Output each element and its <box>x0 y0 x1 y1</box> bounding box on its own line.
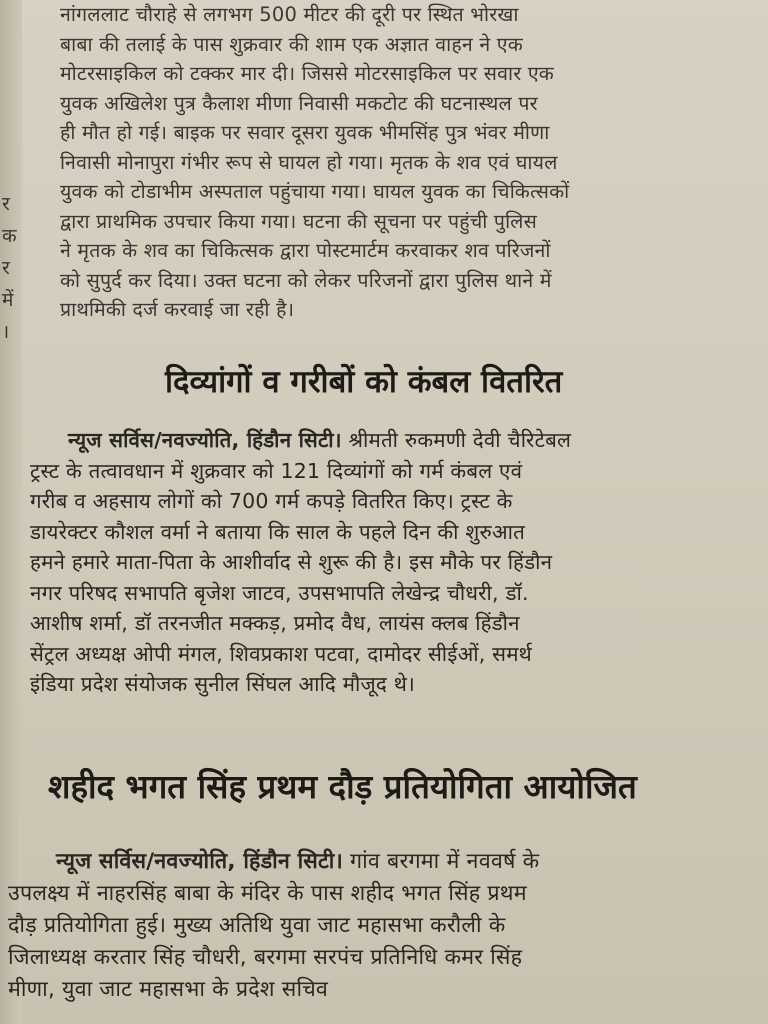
article-line: युवक अखिलेश पुत्र कैलाश मीणा निवासी मकटोट की घटनास्थल पर <box>60 91 538 115</box>
article-line: निवासी मोनापुरा गंभीर रूप से घायल हो गया। मृतक के शव एवं घायल <box>60 150 558 174</box>
race-article-body <box>8 846 753 1006</box>
accident-article-body <box>60 0 710 325</box>
article-line: नगर परिषद सभापति बृजेश जाटव, उपसभापति लेखेन्द्र चौधरी, डॉ. <box>30 580 529 605</box>
article-line: गरीब व अहसाय लोगों को 700 गर्म कपड़े वितरित किए। ट्रस्ट के <box>30 489 513 513</box>
margin-glyph: र <box>2 193 10 215</box>
article-text: गांव बरगमा में नववर्ष के <box>342 849 540 874</box>
race-headline: शहीद भगत सिंह प्रथम दौड़ प्रतियोगिता आयोजित <box>48 767 637 806</box>
article-line: ही मौत हो गई। बाइक पर सवार दूसरा युवक भीमसिंह पुत्र भंवर मीणा <box>60 121 550 144</box>
article-line: बाबा की तलाई के पास शुक्रवार की शाम एक अज्ञात वाहन ने एक <box>60 32 523 56</box>
article-line: इंडिया प्रदेश संयोजक सुनील सिंघल आदि मौजूद थे। <box>30 672 415 696</box>
article-line <box>8 846 753 878</box>
article-line: मोटरसाइकिल को टक्कर मार दी। जिससे मोटरसाइकिल पर सवार एक <box>60 62 554 85</box>
article-line: डायरेक्टर कौशल वर्मा ने बताया कि साल के पहले दिन की शुरुआत <box>30 519 526 544</box>
article-line: युवक को टोडाभीम अस्पताल पहुंचाया गया। घायल युवक का चिकित्सकों <box>60 180 570 203</box>
article-line: हमने हमारे माता-पिता के आशीर्वाद से शुरू की है। इस मौके पर हिंडौन <box>30 550 553 574</box>
article-line: उपलक्ष्य में नाहरसिंह बाबा के मंदिर के पास शहीद भगत सिंह प्रथम <box>8 881 527 906</box>
article-line <box>30 425 745 456</box>
article-line: दौड़ प्रतियोगिता हुई। मुख्य अतिथि युवा जाट महासभा करौली के <box>8 913 506 938</box>
article-line: आशीष शर्मा, डॉ तरनजीत मक्कड़, प्रमोद वैध, लायंस क्लब हिंडौन <box>30 611 520 635</box>
margin-glyph: । <box>2 321 10 343</box>
article-line: प्राथमिकी दर्ज करवाई जा रही है। <box>60 298 295 321</box>
article-text: श्रीमती रुकमणी देवी चैरिटेबल <box>341 428 572 452</box>
byline: न्यूज सर्विस/नवज्योति, हिंडौन सिटी। <box>56 849 343 874</box>
article-line: सेंट्रल अध्यक्ष ओपी मंगल, शिवप्रकाश पटवा, दामोदर सीईओं, समर्थ <box>30 641 532 666</box>
article-line: द्वारा प्राथमिक उपचार किया गया। घटना की सूचना पर पहुंची पुलिस <box>60 209 537 233</box>
article-line: ट्रस्ट के तत्वावधान में शुक्रवार को 121 दिव्यांगों को गर्म कंबल एवं <box>30 458 523 483</box>
article-line: जिलाध्यक्ष करतार सिंह चौधरी, बरगमा सरपंच प्रतिनिधि कमर सिंह <box>8 945 523 970</box>
article-line: मीणा, युवा जाट महासभा के प्रदेश सचिव <box>8 977 329 1002</box>
blankets-article-body <box>30 425 745 700</box>
article-line: नांगललाट चौराहे से लगभग 500 मीटर की दूरी पर स्थित भोरखा <box>60 3 519 26</box>
blankets-headline: दिव्यांगों व गरीबों को कंबल वितरित <box>165 364 563 400</box>
margin-glyph: र <box>2 257 10 279</box>
margin-glyph: क <box>2 225 17 247</box>
article-line: को सुपुर्द कर दिया। उक्त घटना को लेकर परिजनों द्वारा पुलिस थाने में <box>60 268 552 292</box>
byline: न्यूज सर्विस/नवज्योति, हिंडौन सिटी। <box>68 428 342 452</box>
margin-glyph: में <box>2 289 14 311</box>
article-line: ने मृतक के शव का चिकित्सक द्वारा पोस्टमार्टम करवाकर शव परिजनों <box>60 239 551 262</box>
